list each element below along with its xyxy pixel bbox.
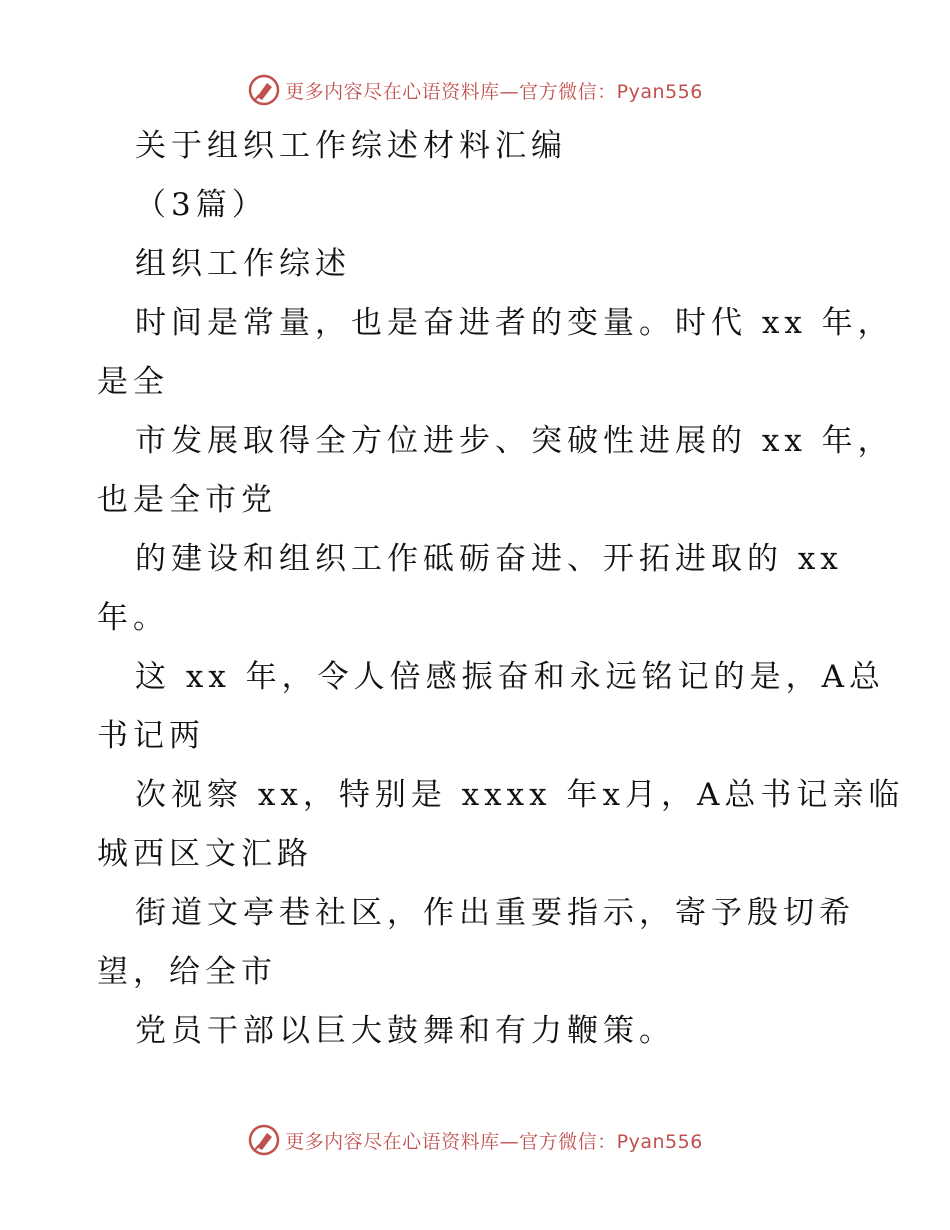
document-subtitle: （3篇） <box>135 187 268 223</box>
text-line: 街道文亭巷社区，作出重要指示，寄予殷切希 <box>135 895 855 931</box>
text-line: 书记两 <box>97 718 205 754</box>
text-line: 市发展取得全方位进步、突破性进展的 xx 年， <box>135 423 894 459</box>
header-banner <box>0 70 950 110</box>
text-line: 城西区文汇路 <box>97 836 313 872</box>
text-line: 望，给全市 <box>97 954 277 990</box>
text-line: 的建设和组织工作砥砺奋进、开拓进取的 xx <box>135 541 843 577</box>
footer-banner-text: 更多内容尽在心语资料库—官方微信：Pyan556 <box>285 1130 703 1153</box>
text-line: 这 xx 年，令人倍感振奋和永远铭记的是，A总 <box>135 659 886 695</box>
text-line: 时间是常量，也是奋进者的变量。时代 xx 年， <box>135 305 894 341</box>
pen-nib-logo-icon <box>247 1123 281 1157</box>
header-banner-text: 更多内容尽在心语资料库—官方微信：Pyan556 <box>285 80 703 103</box>
footer-banner <box>0 1120 950 1160</box>
text-line: 党员干部以巨大鼓舞和有力鞭策。 <box>135 1013 675 1049</box>
text-line: 年。 <box>97 600 169 636</box>
document-title: 关于组织工作综述材料汇编 <box>135 128 567 164</box>
text-line: 是全 <box>97 364 169 400</box>
text-line: 次视察 xx，特别是 xxxx 年x月，A总书记亲临 <box>135 777 905 813</box>
pen-nib-logo-icon <box>247 73 281 107</box>
text-line: 也是全市党 <box>97 482 277 518</box>
section-heading: 组织工作综述 <box>135 246 351 282</box>
